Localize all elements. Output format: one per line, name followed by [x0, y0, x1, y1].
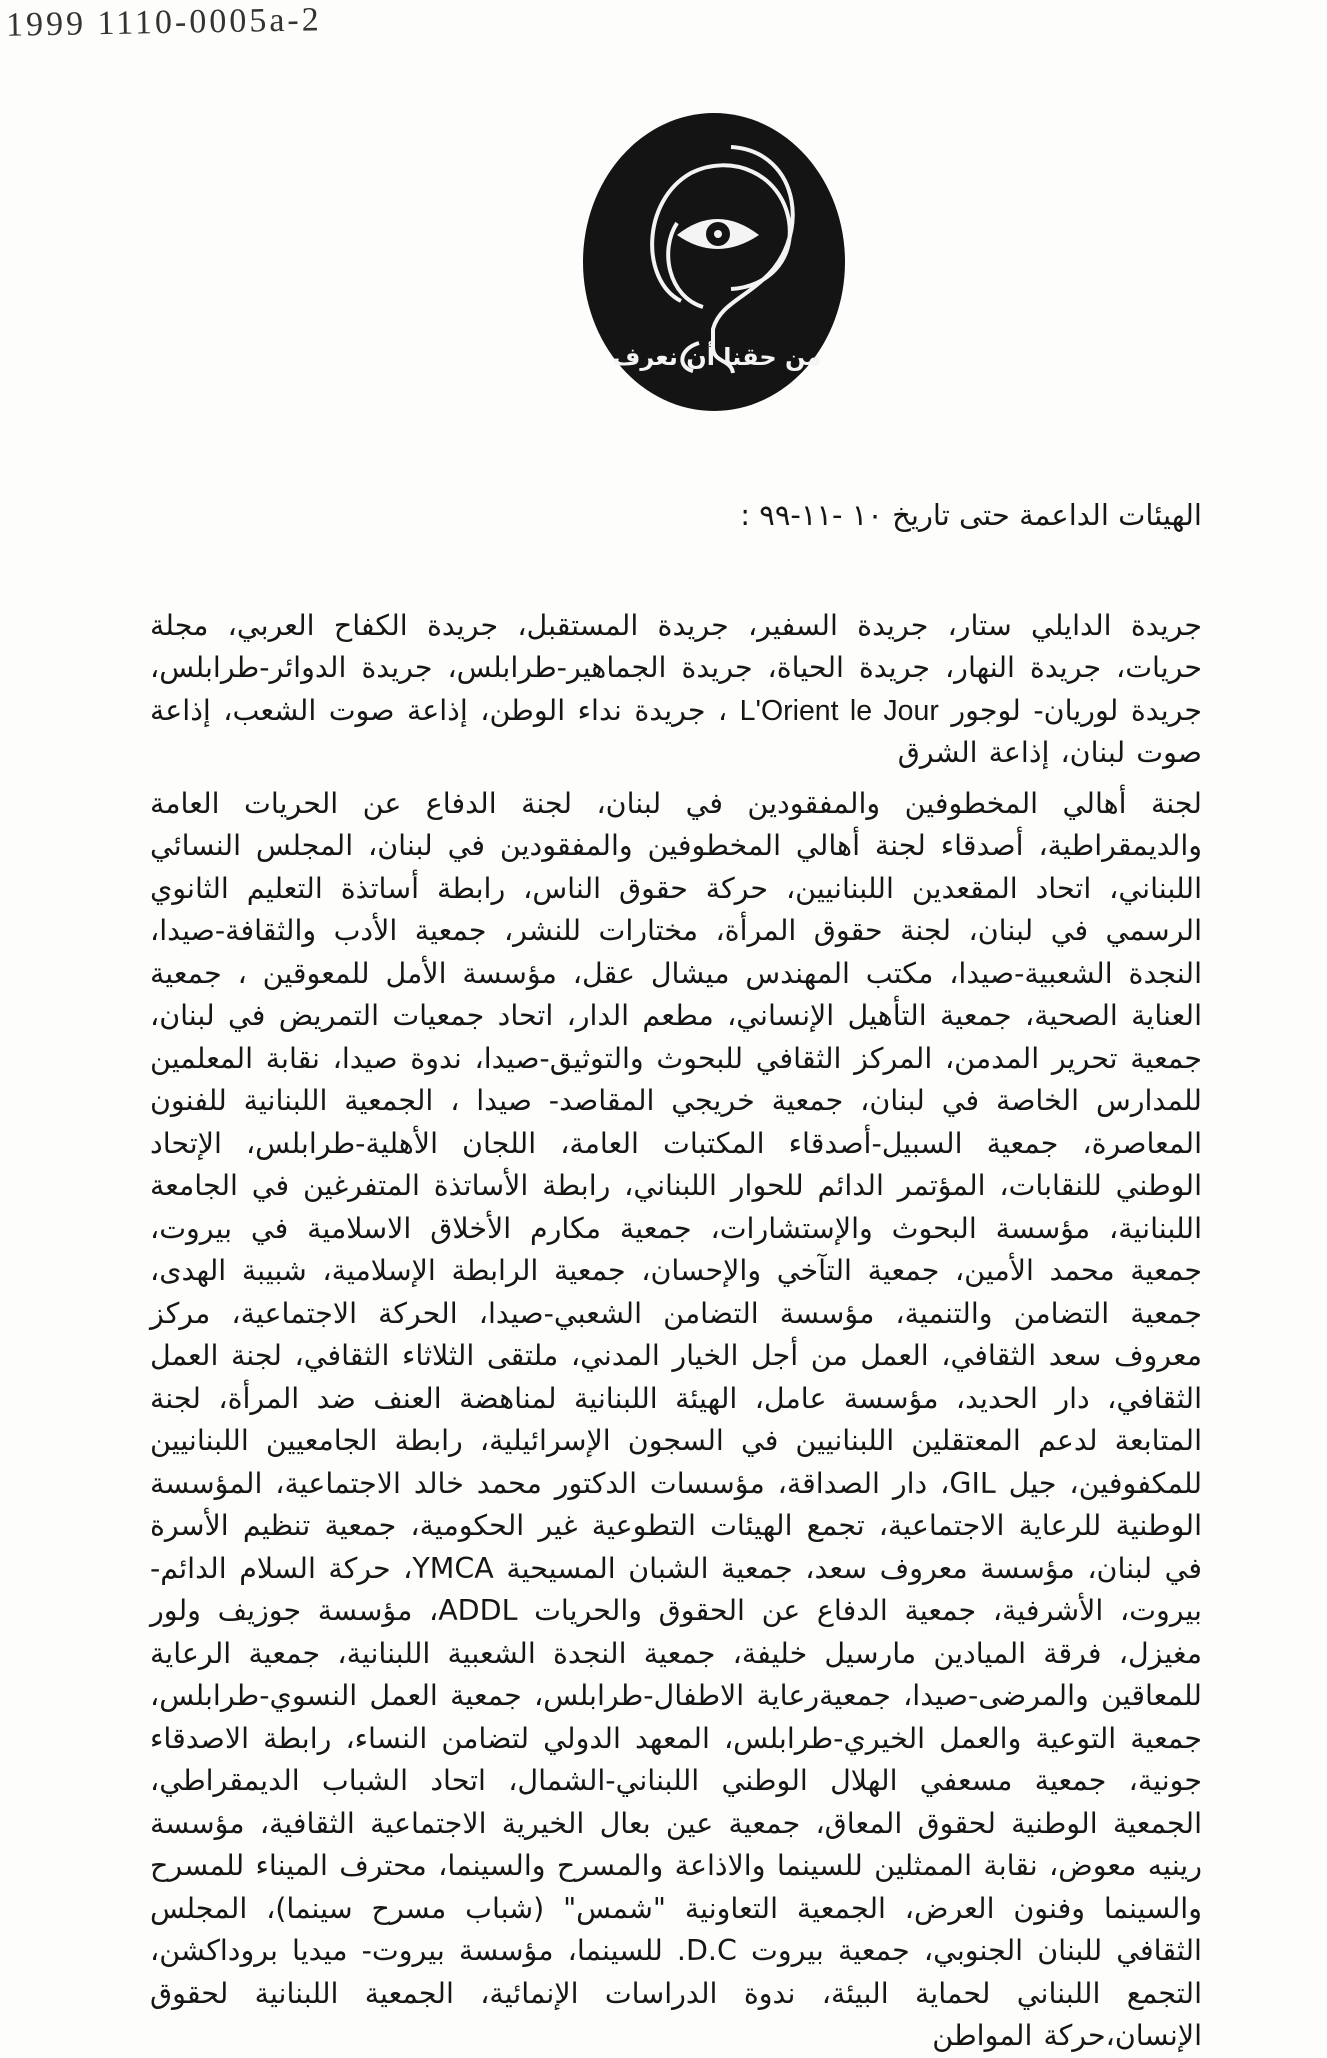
media-list-latin-name: L'Orient le Jour: [739, 694, 939, 727]
media-list-part-1: جريدة الدايلي ستار، جريدة السفير، جريدة المستقبل، جريدة الكفاح العربي، مجلة حريات، جريدة النهار، جريدة الحياة، جريدة الجماهير-طرابلس، جريدة الدوائر-طرابلس، جريدة لوريان- لوجور: [150, 608, 1202, 727]
supporters-heading: الهيئات الداعمة حتى تاريخ ١٠ -١١-٩٩ :: [740, 498, 1202, 532]
media-supporters-paragraph: [150, 605, 1202, 775]
eye-question-mark-logo-icon: [581, 111, 847, 413]
media-list-part-2: ، جريدة نداء الوطن، إذاعة صوت الشعب، إذاعة صوت لبنان، إذاعة الشرق: [150, 693, 1202, 769]
organizations-paragraph: لجنة أهالي المخطوفين والمفقودين في لبنان، لجنة الدفاع عن الحريات العامة والديمقراطية، أصدقاء لجنة أهالي المخطوفين والمفقودين في لبنان، المجلس النسائي اللبناني، اتحاد المقعدين اللبنانيين، حركة حقوق الناس، رابطة أساتذة التعليم الثانوي الرسمي في لبنان، لجنة حقوق المرأة، مختارات للنشر، جمعية الأدب والثقافة-صيدا، النجدة الشعبية-صيدا، مكتب المهندس ميشال عقل، مؤسسة الأمل للمعوقين ، جمعية العناية الصحية، جمعية التأهيل الإنساني، مطعم الدار، اتحاد جمعيات التمريض في لبنان، جمعية تحرير المدمن، المركز الثقافي للبحوث والتوثيق-صيدا، ندوة صيدا، نقابة المعلمين للمدارس الخاصة في لبنان، جمعية خريجي المقاصد- صيدا ، الجمعية اللبنانية للفنون المعاصرة، جمعية السبيل-أصدقاء المكتبات العامة، اللجان الأهلية-طرابلس، الإتحاد الوطني للنقابات، المؤتمر الدائم للحوار اللبناني، رابطة الأساتذة المتفرغين في الجامعة اللبنانية، مؤسسة البحوث والإستشارات، جمعية مكارم الأخلاق الاسلامية في بيروت، جمعية محمد الأمين، جمعية التآخي والإحسان، جمعية الرابطة الإسلامية، شبيبة الهدى، جمعية التضامن والتنمية، مؤسسة التضامن الشعبي-صيدا، الحركة الاجتماعية، مركز معروف سعد الثقافي، العمل من أجل الخيار المدني، ملتقى الثلاثاء الثقافي، لجنة العمل الثقافي، دار الحديد، مؤسسة عامل، الهيئة اللبنانية لمناهضة العنف ضد المرأة، لجنة المتابعة لدعم المعتقلين اللبنانيين في السجون الإسرائيلية، رابطة الجامعيين اللبنانيين للمكفوفين، جيل GIL، دار الصداقة، مؤسسات الدكتور محمد خالد الاجتماعية، المؤسسة الوطنية للرعاية الاجتماعية، تجمع الهيئات التطوعية غير الحكومية، جمعية تنظيم الأسرة في لبنان، مؤسسة معروف سعد، جمعية الشبان المسيحية YMCA، حركة السلام الدائم-بيروت، الأشرفية، جمعية الدفاع عن الحقوق والحريات ADDL، مؤسسة جوزيف ولور مغيزل، فرقة الميادين مارسيل خليفة، جمعية النجدة الشعبية اللبنانية، جمعية الرعاية للمعاقين والمرضى-صيدا، جمعيةرعاية الاطفال-طرابلس، جمعية العمل النسوي-طرابلس، جمعية التوعية والعمل الخيري-طرابلس، المعهد الدولي لتضامن النساء، رابطة الاصدقاء جونية، جمعية مسعفي الهلال الوطني اللبناني-الشمال، اتحاد الشباب الديمقراطي، الجمعية الوطنية لحقوق المعاق، جمعية عين بعال الخيرية الاجتماعية الثقافية، مؤسسة رينيه معوض، نقابة الممثلين للسينما والاذاعة والمسرح والسينما، محترف الميناء للمسرح والسينما وفنون العرض، الجمعية التعاونية "شمس" (شباب مسرح سينما)، المجلس الثقافي للبنان الجنوبي، جمعية بيروت D.C. للسينما، مؤسسة بيروت- ميديا بروداكشن، التجمع اللبناني لحماية البيئة، ندوة الدراسات الإنمائية، الجمعية اللبنانية لحقوق الإنسان،حركة المواطن: [150, 786, 1202, 2052]
reference-number: 1999 1110-0005a-2: [5, 1, 323, 44]
logo: [581, 111, 847, 413]
logo-slogan: من حقنا أن نعرف: [612, 343, 822, 371]
